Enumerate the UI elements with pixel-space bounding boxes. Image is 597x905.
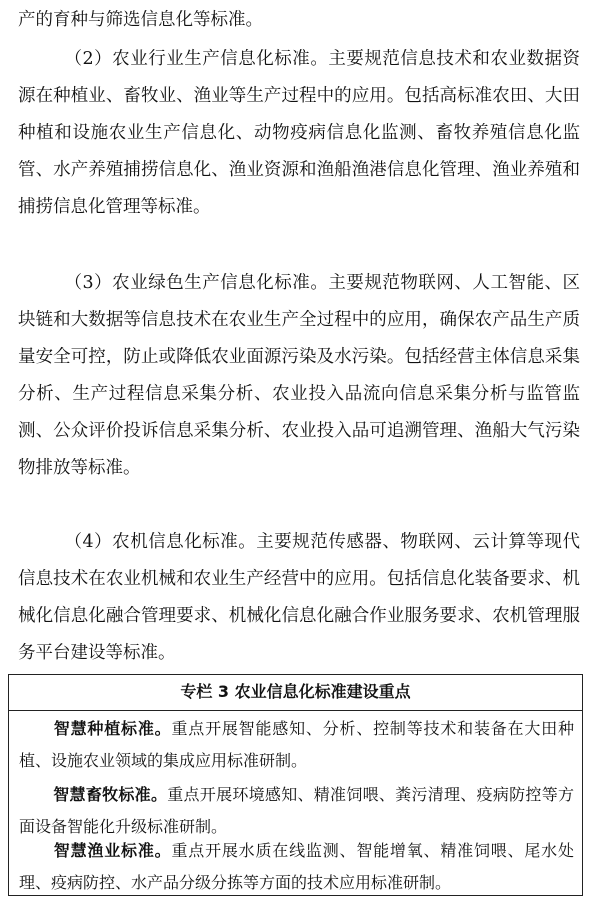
column-box [8,674,583,896]
paragraph-section-3 [18,265,580,487]
paragraph-text: （2）农业行业生产信息化标准。主要规范信息技术和农业数据资源在种植业、畜牧业、渔业等生产过程中的应用。包括高标准农田、大田种植和设施农业生产信息化、动物疫病信息化监测、畜牧养殖信息化监管、水产养殖捕捞信息化、渔业资源和渔船渔港信息化管理、渔业养殖和捕捞信息化管理等标准。 [18,49,580,217]
paragraph-section-2 [18,41,580,226]
item-text: 重点开展环境感知、精准饲喂、粪污清理、疫病防控等方面设备智能化升级标准研制。 [19,785,574,836]
box-item-smart-planting [19,713,574,777]
box-item-smart-fishery [19,835,574,899]
item-lead: 智慧渔业标准。 [53,841,172,860]
paragraph-section-4 [18,524,580,672]
paragraph-text: （4）农机信息化标准。主要规范传感器、物联网、云计算等现代信息技术在农业机械和农业生产经营中的应用。包括信息化装备要求、机械化信息化融合管理要求、机械化信息化融合作业服务要求、农机管理服务平台建设等标准。 [18,532,580,663]
item-text: 重点开展水质在线监测、智能增氧、精准饲喂、尾水处理、疫病防控、水产品分级分拣等方面的技术应用标准研制。 [19,841,574,892]
box-item-smart-livestock [19,779,574,843]
paragraph-text: 产的育种与筛选信息化等标准。 [18,10,263,30]
item-lead: 智慧种植标准。 [53,719,172,738]
item-lead: 智慧畜牧标准。 [53,785,168,804]
column-box-title: 专栏 3 农业信息化标准建设重点 [9,675,582,711]
item-text: 重点开展智能感知、分析、控制等技术和装备在大田种植、设施农业领域的集成应用标准研制。 [19,719,574,770]
paragraph-text: （3）农业绿色生产信息化标准。主要规范物联网、人工智能、区块链和大数据等信息技术在农业生产全过程中的应用，确保农产品生产质量安全可控，防止或降低农业面源污染及水污染。包括经营主体信息采集分析、生产过程信息采集分析、农业投入品流向信息采集分析与监管监测、公众评价投诉信息采集分析、农业投入品可追溯管理、渔船大气污染物排放等标准。 [18,273,580,478]
paragraph-continuation [18,2,580,39]
